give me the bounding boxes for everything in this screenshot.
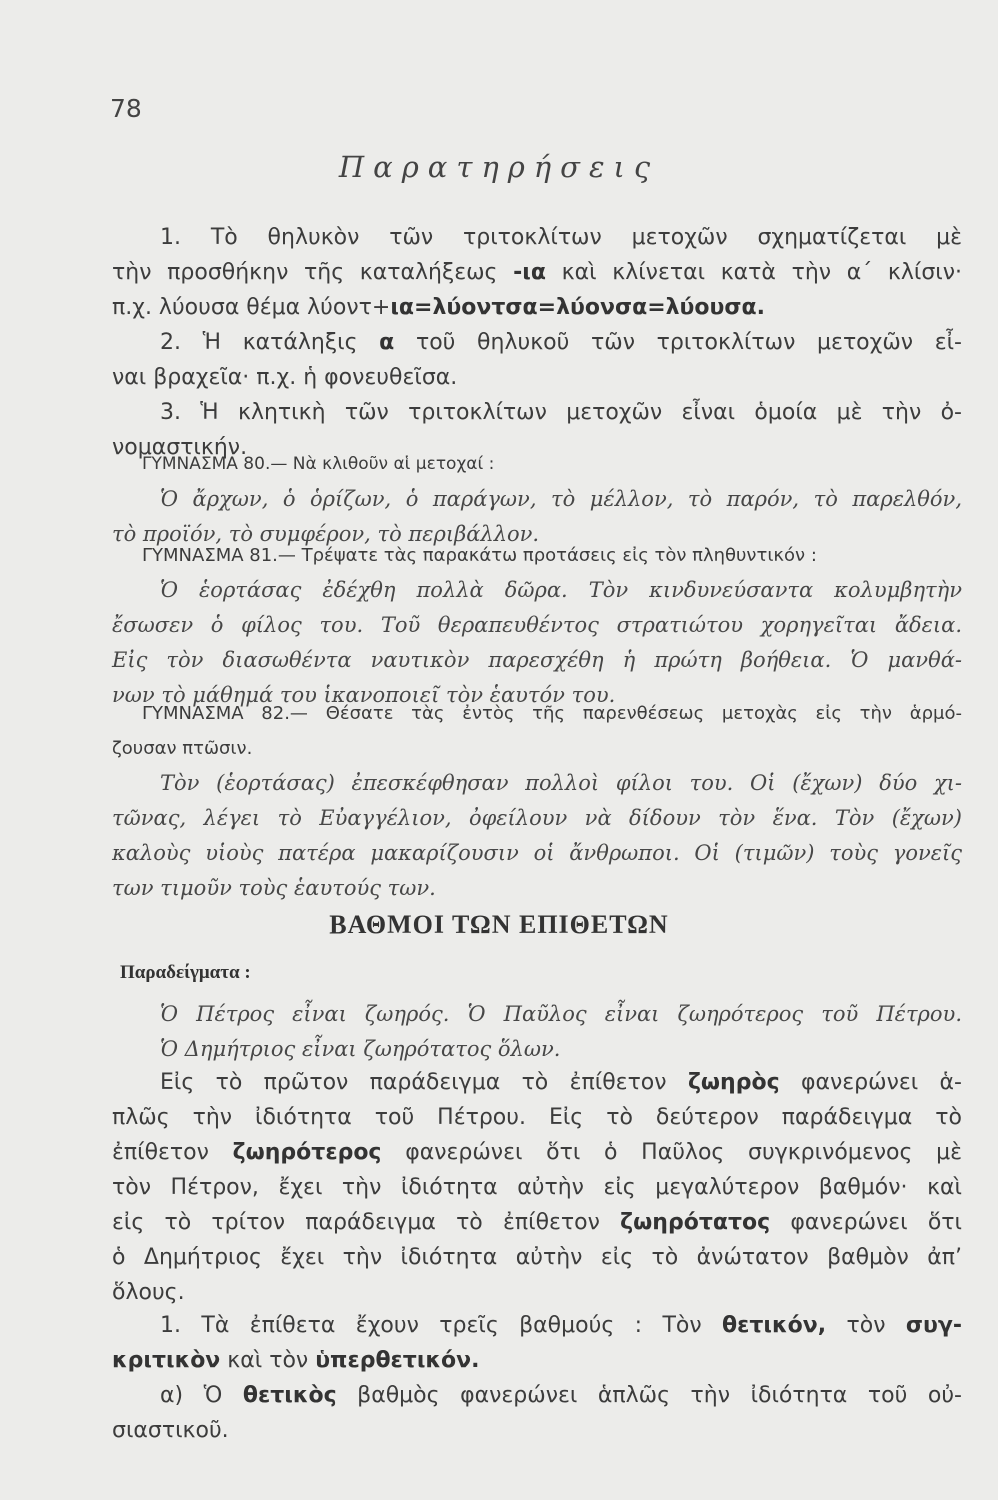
bold-term: ζωηρὸς [687,1070,780,1095]
note-2-line-1 [112,325,962,360]
text-segment: α) Ὁ [160,1383,243,1408]
text-segment: βαθμὸς φανερώνει ἁπλῶς τὴν ἰδιότητα τοῦ οὐ- [336,1383,962,1408]
positive-line-2: σιαστικοῦ. [112,1418,229,1443]
page-title: Παρατηρήσεις [338,150,660,184]
examples-label: Παραδείγματα : [120,962,251,983]
bold-term: θετικὸς [242,1383,337,1408]
explanation-block [112,1065,962,1310]
explanation-line-6: ὁ Δημήτριος ἔχει τὴν ἰδιότητα αὐτὴν εἰς τὸ ἀνώτατον βαθμὸν ἀπ’ [112,1245,962,1270]
bold-ending: ια [390,295,415,320]
bold-term: ζωηρότατος [620,1210,771,1235]
exercise-80-line-2: τὸ προϊόν, τὸ συμφέρον, τὸ περιβάλλον. [112,522,540,546]
text-segment: ἐπίθετον [112,1140,233,1165]
examples-block [112,997,962,1067]
exercise-82-header-1: ΓΥΜΝΑΣΜΑ 82.— Θέσατε τὰς ἐντὸς τῆς παρενθέσεως μετοχὰς εἰς τὴν ἁρμό- [142,703,962,724]
bold-term: ὑπερθετικόν. [315,1348,480,1373]
text-segment: φανερώνει ὅτι ὁ Παῦλος συγκρινόμενος μὲ [381,1140,962,1165]
positive-line-1 [112,1378,962,1413]
degrees-line-2 [112,1343,962,1378]
text-segment: τοῦ θηλυκοῦ τῶν τριτοκλίτων μετοχῶν εἶ- [394,330,962,355]
explanation-line-1 [112,1065,962,1100]
note-3-line-2: νομαστικήν. [112,435,248,460]
exercise-82-line-1: Τὸν (ἑορτάσας) ἐπεσκέφθησαν πολλοὶ φίλοι του. Οἱ (ἔχων) δύο χι- [160,771,962,795]
note-2-line-2: ναι βραχεῖα· π.χ. ἡ φονευθεῖσα. [112,365,458,390]
text-segment: π.χ. λύουσα θέμα λύοντ+ [112,295,391,320]
bold-term: κριτικὸν [112,1348,221,1373]
exercise-81-line-2: ἔσωσεν ὁ φίλος του. Τοῦ θεραπευθέντος στρατιώτου χορηγεῖται ἄδεια. [112,613,962,637]
explanation-line-7: ὅλους. [112,1280,185,1305]
explanation-line-4: τὸν Πέτρον, ἔχει τὴν ἰδιότητα αὐτὴν εἰς μεγαλύτερον βαθμόν· καὶ [112,1175,962,1200]
exercise-80 [112,447,962,552]
bold-ending: α [379,330,395,355]
exercise-82-line-4: των τιμοῦν τοὺς ἑαυτούς των. [112,876,436,900]
text-segment: 1. Τὰ ἐπίθετα ἔχουν τρεῖς βαθμούς : Τὸν [160,1313,723,1338]
exercise-81-line-4: νων τὸ μάθημά του ἱκανοποιεῖ τὸν ἑαυτόν του. [112,683,616,707]
exercise-82-line-2: τῶνας, λέγει τὸ Εὐαγγέλιον, ὀφείλουν νὰ δίδουν τὸν ἕνα. Τὸν (ἔχων) [112,806,962,830]
exercise-80-line-1: Ὁ ἄρχων, ὁ ὁρίζων, ὁ παράγων, τὸ μέλλον, τὸ παρόν, τὸ παρελθόν, [160,487,962,511]
text-segment: καὶ κλίνεται κατὰ τὴν α΄ κλίσιν· [545,260,963,285]
bold-term: ζωηρότερος [232,1140,382,1165]
note-3-line-1: 3. Ἡ κλητικὴ τῶν τριτοκλίτων μετοχῶν εἶναι ὁμοία μὲ τὴν ὀ- [160,400,962,425]
exercise-80-header: ΓΥΜΝΑΣΜΑ 80.— Νὰ κλιθοῦν αἱ μετοχαί : [142,454,495,474]
text-segment: φανερώνει ὅτι [770,1210,962,1235]
text-segment: τὴν προσθήκην τῆς καταλήξεως [112,260,514,285]
text-segment: φανερώνει ἁ- [779,1070,962,1095]
page-number: 78 [110,94,142,123]
example-line-1: Ὁ Πέτρος εἶναι ζωηρός. Ὁ Παῦλος εἶναι ζωηρότερος τοῦ Πέτρου. [160,1002,962,1026]
text-segment: Εἰς τὸ πρῶτον παράδειγμα τὸ ἐπίθετον [160,1070,688,1095]
bold-term: θετικόν, [722,1313,827,1338]
notes-block [112,220,962,465]
explanation-line-5 [112,1205,962,1240]
degrees-block [112,1308,962,1448]
note-1-line-3 [112,290,962,325]
exercise-82-header-2: ζουσαν πτῶσιν. [112,738,253,759]
exercise-81-line-3: Εἰς τὸν διασωθέντα ναυτικὸν παρεσχέθη ἡ πρώτη βοήθεια. Ὁ μανθά- [112,648,962,672]
example-line-2: Ὁ Δημήτριος εἶναι ζωηρότατος ὅλων. [160,1037,561,1061]
note-1-line-2 [112,255,962,290]
note-1-line-1: 1. Τὸ θηλυκὸν τῶν τριτοκλίτων μετοχῶν σχηματίζεται μὲ [160,225,962,250]
exercise-81-header: ΓΥΜΝΑΣΜΑ 81.— Τρέψατε τὰς παρακάτω προτάσεις εἰς τὸν πληθυντικόν : [142,545,817,566]
bold-derivation: =λύοντσα=λύονσα=λύουσα. [414,295,765,320]
text-segment: 2. Ἡ κατάληξις [160,330,380,355]
section-heading: ΒΑΘΜΟΙ ΤΩΝ ΕΠΙΘΕΤΩΝ [329,910,669,939]
exercise-81-line-1: Ὁ ἑορτάσας ἐδέχθη πολλὰ δῶρα. Τὸν κινδυνεύσαντα κολυμβητὴν [160,578,962,602]
text-segment: καὶ τὸν [220,1348,316,1373]
exercise-82 [112,696,962,906]
text-segment: τὸν [826,1313,906,1338]
degrees-line-1 [112,1308,962,1343]
exercise-82-line-3: καλοὺς υἱοὺς πατέρα μακαρίζουσιν οἱ ἄνθρωποι. Οἱ (τιμῶν) τοὺς γονεῖς [112,841,962,865]
bold-term: συγ- [905,1313,962,1338]
exercise-81 [112,538,962,713]
text-segment: εἰς τὸ τρίτον παράδειγμα τὸ ἐπίθετον [112,1210,621,1235]
explanation-line-3 [112,1135,962,1170]
bold-ending: -ια [513,260,546,285]
explanation-line-2: πλῶς τὴν ἰδιότητα τοῦ Πέτρου. Εἰς τὸ δεύτερον παράδειγμα τὸ [112,1105,962,1130]
